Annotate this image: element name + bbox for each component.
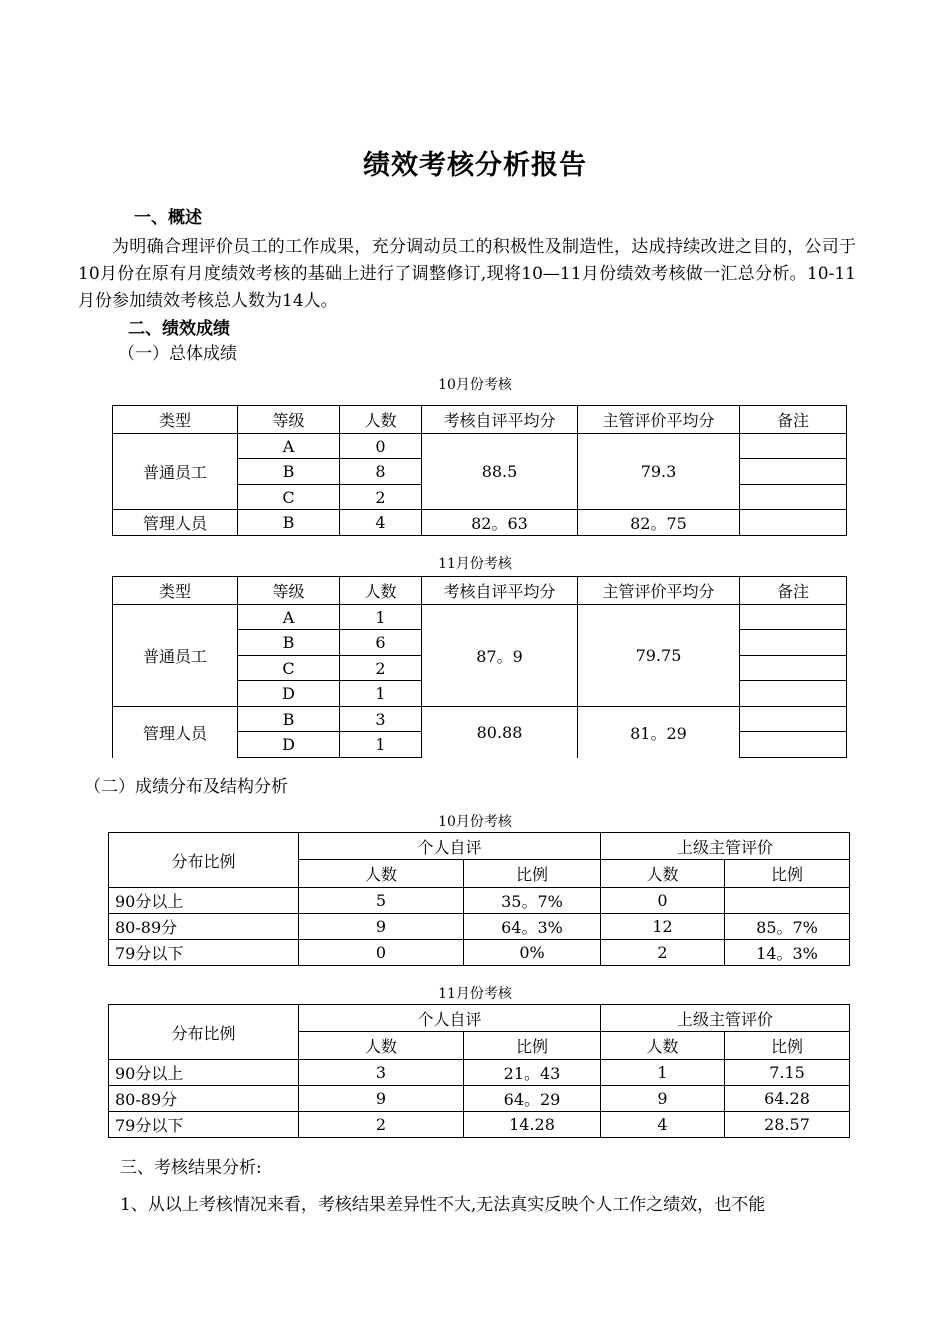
count-cell: 1	[340, 605, 422, 630]
mgr-self-avg: 82。63	[422, 510, 578, 536]
count-cell: 1	[340, 732, 422, 758]
header-count: 人数	[340, 577, 422, 605]
range-label: 80-89分	[109, 1086, 299, 1112]
staff-mgr-avg: 79.3	[578, 434, 740, 510]
subsection-distribution-heading: （二）成绩分布及结构分析	[84, 777, 288, 797]
header-count: 人数	[601, 1032, 725, 1060]
self-count: 9	[299, 914, 464, 940]
count-cell: 3	[340, 707, 422, 732]
count-cell: 4	[340, 510, 422, 536]
grade-cell: B	[238, 510, 340, 536]
table-row	[109, 1060, 850, 1086]
table-row	[109, 1086, 850, 1112]
header-note: 备注	[740, 406, 847, 434]
header-pct: 比例	[725, 860, 850, 888]
self-count: 5	[299, 888, 464, 914]
mgr-pct: 85。7%	[725, 914, 850, 940]
overall-oct-caption: 10月份考核	[438, 377, 512, 393]
mgr-pct	[725, 888, 850, 914]
range-label: 79分以下	[109, 940, 299, 966]
range-label: 80-89分	[109, 914, 299, 940]
mgr-count: 12	[601, 914, 725, 940]
grade-cell: B	[238, 707, 340, 732]
mgr-label: 管理人员	[113, 510, 238, 536]
note-cell	[740, 434, 847, 459]
self-pct: 0%	[464, 940, 601, 966]
header-note: 备注	[740, 577, 847, 605]
table-row	[109, 888, 850, 914]
overall-oct-table	[112, 405, 847, 536]
overall-nov-caption: 11月份考核	[438, 556, 512, 572]
dist-nov-table	[108, 1004, 850, 1138]
header-count: 人数	[340, 406, 422, 434]
overall-nov-table	[112, 576, 847, 758]
header-pct: 比例	[725, 1032, 850, 1060]
header-count: 人数	[299, 860, 464, 888]
header-self-avg: 考核自评平均分	[422, 406, 578, 434]
note-cell	[740, 681, 847, 707]
section-analysis-heading: 三、考核结果分析:	[120, 1158, 262, 1178]
count-cell: 2	[340, 656, 422, 681]
header-self: 个人自评	[299, 1005, 601, 1032]
mgr-count: 9	[601, 1086, 725, 1112]
header-self-avg: 考核自评平均分	[422, 577, 578, 605]
mgr-mgr-avg: 82。75	[578, 510, 740, 536]
header-mgr-avg: 主管评价平均分	[578, 406, 740, 434]
table-row	[113, 707, 847, 732]
self-count: 3	[299, 1060, 464, 1086]
self-count: 0	[299, 940, 464, 966]
grade-cell: B	[238, 459, 340, 485]
dist-oct-table	[108, 832, 850, 966]
self-pct: 14.28	[464, 1112, 601, 1138]
self-count: 2	[299, 1112, 464, 1138]
self-pct: 64。3%	[464, 914, 601, 940]
grade-cell: D	[238, 732, 340, 758]
mgr-count: 2	[601, 940, 725, 966]
self-count: 9	[299, 1086, 464, 1112]
table-row	[113, 434, 847, 459]
table-row	[109, 914, 850, 940]
staff-label: 普通员工	[113, 434, 238, 510]
range-label: 90分以上	[109, 1060, 299, 1086]
grade-cell: A	[238, 434, 340, 459]
table-row	[109, 940, 850, 966]
table-row	[113, 605, 847, 630]
grade-cell: D	[238, 681, 340, 707]
header-mgr: 上级主管评价	[601, 833, 850, 860]
header-grade: 等级	[238, 406, 340, 434]
note-cell	[740, 510, 847, 536]
staff-label: 普通员工	[113, 605, 238, 707]
note-cell	[740, 656, 847, 681]
grade-cell: A	[238, 605, 340, 630]
grade-cell: B	[238, 630, 340, 656]
mgr-mgr-avg: 81。29	[578, 707, 740, 758]
note-cell	[740, 605, 847, 630]
note-cell	[740, 630, 847, 656]
note-cell	[740, 485, 847, 510]
self-pct: 64。29	[464, 1086, 601, 1112]
header-mgr: 上级主管评价	[601, 1005, 850, 1032]
mgr-pct: 28.57	[725, 1112, 850, 1138]
mgr-pct: 14。3%	[725, 940, 850, 966]
mgr-self-avg: 80.88	[422, 707, 578, 758]
self-pct: 35。7%	[464, 888, 601, 914]
header-pct: 比例	[464, 860, 601, 888]
header-ratio: 分布比例	[109, 1005, 299, 1060]
header-count: 人数	[601, 860, 725, 888]
header-count: 人数	[299, 1032, 464, 1060]
section-overview-heading: 一、概述	[134, 208, 202, 228]
count-cell: 8	[340, 459, 422, 485]
note-cell	[740, 707, 847, 732]
overview-paragraph: 为明确合理评价员工的工作成果，充分调动员工的积极性及制造性，达成持续改进之目的，公司于10月份在原有月度绩效考核的基础上进行了调整修订,现将10—11月份绩效考核做一汇总分析。10-11月份参加绩效考核总人数为14人。	[78, 237, 856, 311]
header-ratio: 分布比例	[109, 833, 299, 888]
header-pct: 比例	[464, 1032, 601, 1060]
grade-cell: C	[238, 656, 340, 681]
staff-mgr-avg: 79.75	[578, 605, 740, 707]
dist-oct-caption: 10月份考核	[438, 814, 512, 830]
mgr-pct: 7.15	[725, 1060, 850, 1086]
range-label: 90分以上	[109, 888, 299, 914]
range-label: 79分以下	[109, 1112, 299, 1138]
mgr-count: 0	[601, 888, 725, 914]
mgr-count: 4	[601, 1112, 725, 1138]
table-row	[109, 1112, 850, 1138]
header-type: 类型	[113, 577, 238, 605]
grade-cell: C	[238, 485, 340, 510]
self-pct: 21。43	[464, 1060, 601, 1086]
mgr-label: 管理人员	[113, 707, 238, 758]
mgr-count: 1	[601, 1060, 725, 1086]
dist-nov-caption: 11月份考核	[438, 986, 512, 1002]
table-row	[113, 510, 847, 536]
staff-self-avg: 87。9	[422, 605, 578, 707]
count-cell: 1	[340, 681, 422, 707]
mgr-pct: 64.28	[725, 1086, 850, 1112]
note-cell	[740, 459, 847, 485]
section-performance-heading: 二、绩效成绩	[128, 319, 230, 339]
header-self: 个人自评	[299, 833, 601, 860]
page-title: 绩效考核分析报告	[363, 150, 587, 181]
count-cell: 0	[340, 434, 422, 459]
count-cell: 6	[340, 630, 422, 656]
staff-self-avg: 88.5	[422, 434, 578, 510]
header-mgr-avg: 主管评价平均分	[578, 577, 740, 605]
note-cell	[740, 732, 847, 758]
header-grade: 等级	[238, 577, 340, 605]
count-cell: 2	[340, 485, 422, 510]
subsection-overall-heading: （一）总体成绩	[118, 344, 237, 364]
analysis-point-1: 1、从以上考核情况来看，考核结果差异性不大,无法真实反映个人工作之绩效，也不能	[120, 1195, 766, 1215]
header-type: 类型	[113, 406, 238, 434]
